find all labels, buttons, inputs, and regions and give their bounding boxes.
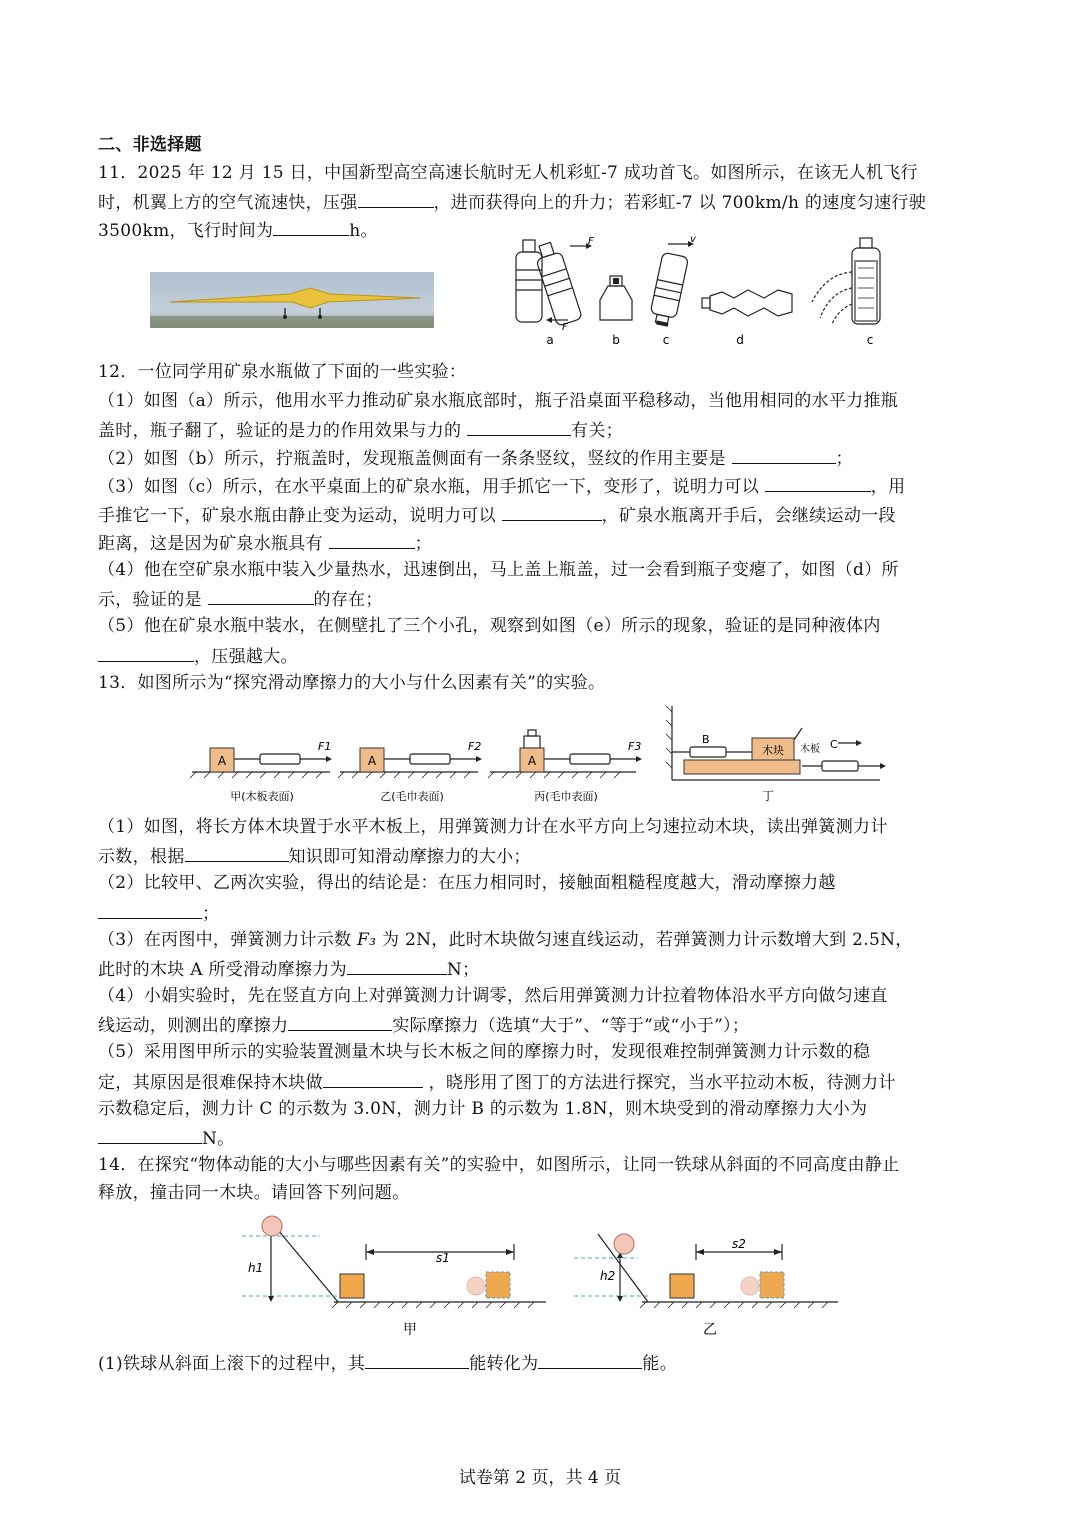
board <box>684 760 800 774</box>
q13-s1-text: 示数，根据 <box>98 847 185 867</box>
q12-s3-line2 <box>98 500 988 530</box>
height-label-h1: h1 <box>248 1261 264 1275</box>
q11-text-d: h。 <box>349 221 378 241</box>
q12-s3-line1 <box>98 471 988 501</box>
q12-s3-text-e: 距离，这是因为矿泉水瓶具有 <box>98 534 323 554</box>
block-label-a: A <box>367 754 377 768</box>
q11-line-2 <box>98 187 988 217</box>
iron-ball-end <box>741 1277 759 1295</box>
wood-block <box>340 1274 364 1298</box>
q13-s5-line2 <box>98 1067 988 1097</box>
gauge-label-c: C <box>830 738 838 751</box>
force-label-f3: F3 <box>628 740 642 753</box>
distance-label-s1: s1 <box>436 1251 450 1265</box>
answer-blank[interactable] <box>765 471 871 492</box>
bottle-fig-label-a: a <box>546 333 554 347</box>
q12-s1-text: 盖时，瓶子翻了，验证的是力的作用效果与力的 <box>98 421 462 441</box>
bottles-figure <box>508 232 888 350</box>
q13-s4-text: 线运动，则测出的摩擦力 <box>98 1016 289 1036</box>
q13-s3-text-end: N； <box>446 960 480 980</box>
answer-blank[interactable] <box>288 1010 392 1031</box>
q12-s3-text-d: ，矿泉水瓶离开手后，会继续运动一段 <box>601 506 896 526</box>
block-label-a: A <box>527 754 537 768</box>
q13-s1-text-end: 知识即可知滑动摩擦力的大小； <box>288 847 531 867</box>
ke-fig-label-jia: 甲 <box>403 1322 417 1338</box>
q12-title: 12．一位同学用矿泉水瓶做了下面的一些实验： <box>98 362 467 382</box>
q13-s4-line2 <box>98 1010 988 1040</box>
answer-blank[interactable] <box>358 187 434 208</box>
q12-s1-text-end: 有关； <box>571 421 623 441</box>
section-title: 二、非选择题 <box>98 135 202 155</box>
wood-block-end <box>760 1272 784 1298</box>
answer-blank[interactable] <box>185 841 289 862</box>
q12-s2 <box>98 443 988 473</box>
answer-blank[interactable] <box>208 584 314 605</box>
friction-figure <box>190 702 890 806</box>
force-label-f: F <box>588 236 594 247</box>
q12-s1-line2 <box>98 415 988 445</box>
q13-s5-line3: 示数稳定后，测力计 C 的示数为 3.0N，测力计 B 的示数为 1.8N，则木块受到的滑动摩擦力大小为 <box>98 1099 868 1119</box>
answer-blank[interactable] <box>98 641 194 662</box>
block-label-a: A <box>217 754 227 768</box>
q13-s5-line1: （5）采用图甲所示的实验装置测量木块与长木板之间的摩擦力时，发现很难控制弹簧测力计示数的稳 <box>98 1042 871 1062</box>
q13-s3-line2 <box>98 954 988 984</box>
q13-s2-line1: （2）比较甲、乙两次实验，得出的结论是：在压力相同时，接触面粗糙程度越大，滑动摩擦力越 <box>98 873 836 893</box>
q12-s3-text-b: ，用 <box>870 477 906 497</box>
distance-label-s2: s2 <box>732 1237 746 1251</box>
iron-ball <box>262 1216 282 1236</box>
q12-s4-line1: （4）他在空矿泉水瓶中装入少量热水，迅速倒出，马上盖上瓶盖，过一会看到瓶子变瘪了，如图（d）所 <box>98 560 899 580</box>
q12-s3-text-c: 手推它一下，矿泉水瓶由静止变为运动，说明力可以 <box>98 506 496 526</box>
q13-s3-text-c: 此时的木块 A 所受滑动摩擦力为 <box>98 960 347 980</box>
friction-fig-label-yi: 乙(毛巾表面) <box>380 790 444 803</box>
q12-s4-line2 <box>98 584 988 614</box>
q13-title: 13．如图所示为“探究滑动摩擦力的大小与什么因素有关”的实验。 <box>98 673 606 693</box>
q12-s5-line1: （5）他在矿泉水瓶中装水，在侧壁扎了三个小孔，观察到如图（e）所示的现象，验证的是同种液体内 <box>98 616 881 636</box>
q11-text-a: 时，机翼上方的空气流速快，压强 <box>98 193 358 213</box>
bottle-fig-label-c: c <box>662 333 670 347</box>
drone-photo <box>150 272 434 328</box>
q11-line-1: 11．2025 年 12 月 15 日，中国新型高空高速长航时无人机彩虹-7 成功首飞。如图所示，在该无人机飞行 <box>98 163 918 183</box>
bottle-fig-label-d: d <box>736 333 744 347</box>
answer-blank[interactable] <box>329 528 415 549</box>
answer-blank[interactable] <box>273 215 349 236</box>
q13-s5-text-end: N。 <box>202 1129 235 1149</box>
q13-s3-variable: F₃ <box>357 930 377 950</box>
friction-fig-label-ding: 丁 <box>761 789 775 803</box>
wood-block-end <box>486 1272 510 1298</box>
wood-block-label: 木块 <box>762 744 784 757</box>
q14-p1-text-end: 能。 <box>642 1354 677 1374</box>
q12-s3-line3 <box>98 528 988 558</box>
q14-p1-text: (1)铁球从斜面上滚下的过程中，其 <box>98 1354 366 1374</box>
answer-blank[interactable] <box>467 415 571 436</box>
force-label-f: F <box>562 322 568 333</box>
gauge-label-b: B <box>702 733 710 746</box>
q12-s2-text: （2）如图（b）所示，拧瓶盖时，发现瓶盖侧面有一条条竖纹，竖纹的作用主要是 <box>98 449 726 469</box>
answer-blank[interactable] <box>323 1067 423 1088</box>
ke-fig-label-yi: 乙 <box>703 1322 717 1338</box>
q14-part-1 <box>98 1348 988 1378</box>
bottle-fig-label-e: c <box>866 333 874 347</box>
page-footer: 试卷第 2 页，共 4 页 <box>458 1468 622 1488</box>
answer-blank[interactable] <box>732 443 836 464</box>
q12-s5-text: ，压强越大。 <box>194 647 298 667</box>
answer-blank[interactable] <box>502 500 602 521</box>
q13-s3-text: （3）在丙图中，弹簧测力计示数 <box>98 930 358 950</box>
board-label: 木板 <box>800 744 820 755</box>
q13-s2-text-end: ； <box>202 904 220 924</box>
iron-ball <box>614 1234 634 1254</box>
q13-s2-line2 <box>98 898 988 928</box>
q13-s1-line1: （1）如图，将长方体木块置于水平木板上，用弹簧测力计在水平方向上匀速拉动木块，读出弹簧测力计 <box>98 817 888 837</box>
q13-s5-text: 定，其原因是很难保持木块做 <box>98 1073 323 1093</box>
kinetic-energy-figure <box>238 1212 842 1342</box>
q11-text-c: 3500km，飞行时间为 <box>98 221 274 241</box>
q12-s1-line1: （1）如图（a）所示，他用水平力推动矿泉水瓶底部时，瓶子沿桌面平稳移动，当他用相同的水平力推瓶 <box>98 391 899 411</box>
height-label-h2: h2 <box>600 1269 616 1283</box>
force-label-f1: F1 <box>318 740 332 753</box>
iron-ball-end <box>467 1277 485 1295</box>
answer-blank[interactable] <box>347 954 447 975</box>
friction-fig-label-bing: 丙(毛巾表面) <box>534 790 598 803</box>
wood-block <box>670 1274 694 1298</box>
force-label-f2: F2 <box>468 740 482 753</box>
q13-s1-line2 <box>98 841 988 871</box>
q12-s3-text-f: ； <box>414 534 432 554</box>
q13-s3-text-b: 为 2N，此时木块做匀速直线运动，若弹簧测力计示数增大到 2.5N， <box>376 930 913 950</box>
q13-s4-text-end: 实际摩擦力（选填“大于”、“等于”或“小于”）； <box>392 1016 750 1036</box>
q13-s5-line4 <box>98 1123 988 1153</box>
q12-s4-text: 示，验证的是 <box>98 590 202 610</box>
friction-fig-label-jia: 甲(木板表面) <box>230 790 294 803</box>
q13-s5-text-b: ，晓彤用了图丁的方法进行探究，当水平拉动木板，待测力计 <box>428 1073 896 1093</box>
velocity-label: v <box>690 234 696 245</box>
answer-blank[interactable] <box>365 1348 469 1369</box>
q14-line-1: 14．在探究“物体动能的大小与哪些因素有关”的实验中，如图所示，让同一铁球从斜面的不同高度由静止 <box>98 1155 900 1175</box>
q12-s4-text-end: 的存在； <box>313 590 383 610</box>
q12-s2-text-end: ； <box>835 449 853 469</box>
bottle-fig-label-b: b <box>612 333 620 347</box>
q14-p1-text-b: 能转化为 <box>469 1354 539 1374</box>
answer-blank[interactable] <box>538 1348 642 1369</box>
answer-blank[interactable] <box>98 898 202 919</box>
q11-text-b: ，进而获得向上的升力；若彩虹-7 以 700km/h 的速度匀速行驶 <box>433 193 927 213</box>
q12-s3-text: （3）如图（c）所示，在水平桌面上的矿泉水瓶，用手抓它一下，变形了，说明力可以 <box>98 477 760 497</box>
q13-s4-line1: （4）小娟实验时，先在竖直方向上对弹簧测力计调零，然后用弹簧测力计拉着物体沿水平方向做匀速直 <box>98 986 888 1006</box>
answer-blank[interactable] <box>98 1123 202 1144</box>
q12-s5-line2 <box>98 641 988 671</box>
q14-line-2: 释放，撞击同一木块。请回答下列问题。 <box>98 1183 410 1203</box>
q13-s3-line1 <box>98 926 988 954</box>
